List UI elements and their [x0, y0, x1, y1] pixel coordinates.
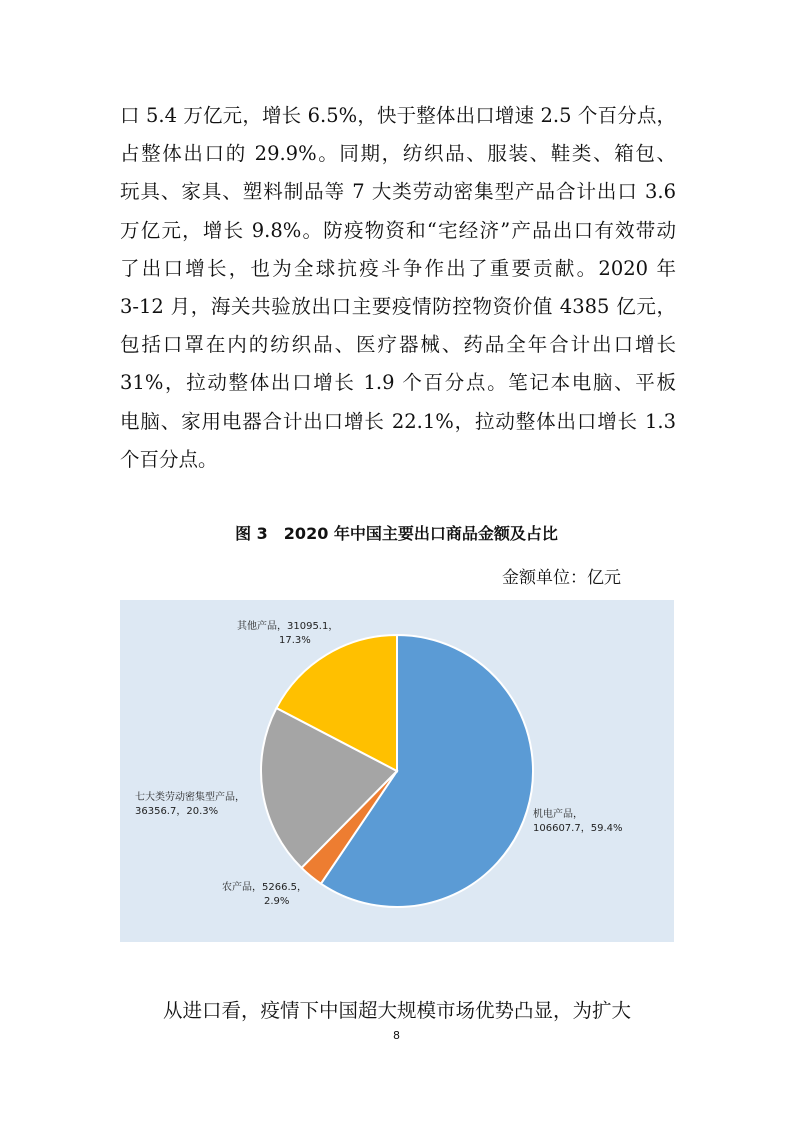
figure-unit-label: 金额单位：亿元 [502, 568, 621, 588]
pie-chart [120, 600, 674, 942]
text-line: 占整体出口的 29.9%。同期，纺织品、服装、鞋类、箱包、 [120, 142, 676, 166]
pie-data-label: 农产品，5266.5， 2.9% [222, 882, 307, 907]
text-line: 了出口增长，也为全球抗疫斗争作出了重要贡献。2020 年 [120, 256, 676, 280]
page-number: 8 [393, 1029, 400, 1042]
pie-chart-canvas [120, 600, 674, 942]
body-paragraph [120, 97, 676, 479]
text-line: 3-12 月，海关共验放出口主要疫情防控物资价值 4385 亿元， [120, 295, 676, 319]
text-line: 万亿元，增长 9.8%。防疫物资和“宅经济”产品出口有效带动 [120, 218, 676, 242]
text-line: 包括口罩在内的纺织品、医疗器械、药品全年合计出口增长 [120, 333, 676, 357]
text-line: 电脑、家用电器合计出口增长 22.1%，拉动整体出口增长 1.3 [120, 409, 676, 433]
figure-title: 图 3 2020 年中国主要出口商品金额及占比 [235, 524, 558, 543]
text-line: 31%，拉动整体出口增长 1.9 个百分点。笔记本电脑、平板 [120, 371, 676, 395]
pie-data-label: 机电产品， 106607.7，59.4% [533, 809, 623, 834]
text-line: 口 5.4 万亿元，增长 6.5%，快于整体出口增速 2.5 个百分点， [120, 104, 676, 127]
text-line: 玩具、家具、塑料制品等 7 大类劳动密集型产品合计出口 3.6 [120, 180, 676, 204]
pie-data-label: 七大类劳动密集型产品， 36356.7，20.3% [135, 792, 245, 817]
pie-data-label: 其他产品，31095.1， 17.3% [237, 621, 339, 646]
text-line: 从进口看，疫情下中国超大规模市场优势凸显，为扩大 [163, 999, 632, 1022]
body-paragraph [120, 992, 676, 1030]
text-line: 个百分点。 [120, 447, 218, 471]
